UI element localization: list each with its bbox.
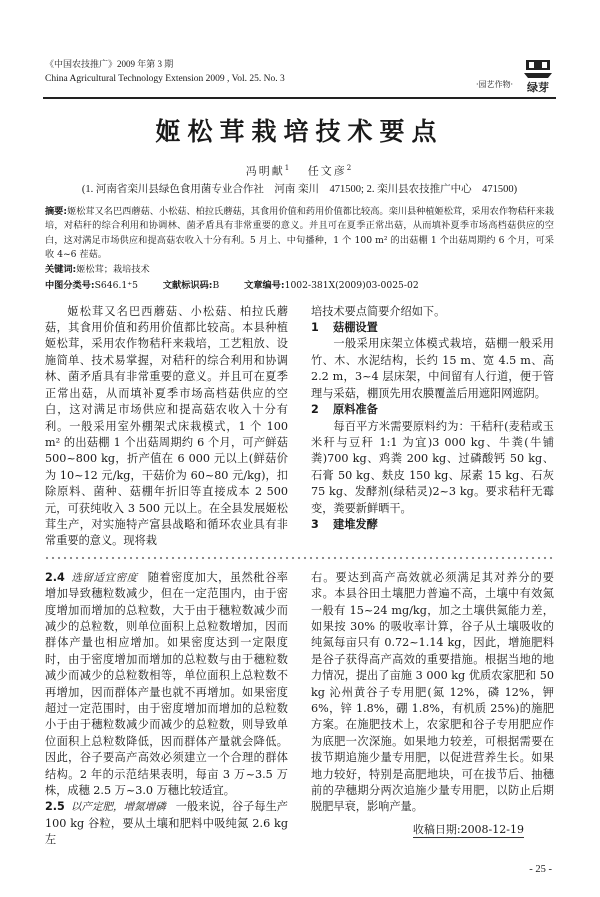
author-name: 冯明献: [245, 164, 285, 178]
authors: [45, 160, 554, 180]
intro-continuation: 培技术要点简要介绍如下。: [311, 304, 446, 318]
page-number: - 25 -: [529, 863, 552, 875]
lower-column-left: [45, 570, 288, 849]
received-date-line: [311, 822, 554, 838]
received-date: 收稿日期:2008-12-19: [412, 822, 524, 836]
clc-value: S646.1⁺5: [94, 280, 138, 292]
abstract-label: 摘要:: [45, 205, 68, 217]
section-1-text: 一般采用床架立体模式栽培，菇棚一般采用竹、木、水泥结构，长约 15 m、宽 4.5 m、高 2.2 m，3~4 层床架，中间留有人行道，便于管理与采菇，棚顶先用农膜覆盖后用遮阳网遮阴。: [311, 337, 554, 400]
author-name: 任文彦: [307, 164, 347, 178]
clc-label: 中图分类号:: [45, 280, 95, 292]
section-heading-1: 1 菇棚设置: [311, 321, 378, 335]
subsection-2-5: 2.5 以产定肥，增氮增磷 一般来说，谷子每生产 100 kg 谷粒，要从土壤和肥料中吸纯氮 2.6 kg 左: [45, 800, 288, 847]
article-title: 姬松茸栽培技术要点: [155, 117, 444, 146]
section-2-text: 每百平方米需要原料约为：干秸秆(麦秸或玉米秆与豆秆 1:1 为宜)3 000 kg、牛粪(牛铺粪)700 kg、鸡粪 200 kg、过磷酸钙 50 kg、石膏 50 kg、麸皮 150 kg、尿素 15 kg、石灰 75 kg、发酵剂(绿秸灵)2~3 kg。要求秸秆无霉变，粪要新鲜晒干。: [311, 419, 554, 515]
article-no-value: 1002-381X(2009)03-0025-02: [284, 280, 419, 292]
section-label: ·园艺作物·: [476, 80, 514, 89]
lower-columns: [45, 570, 554, 849]
subsection-2-4: 2.4 选留适宜密度 随着密度加大，虽然秕谷率增加导致穗粒数减少，但在一定范围内，由于密度增加而增加的总粒数，大于由于穗粒数减少而减少的总粒数，则单位面积上总粒数增加，因而群体产量也相应增加。如果密度达到一定限度时，由于密度增加而增加的总粒数与由于穗粒数减少而减少的总粒数相等，单位面积上总粒数不再增加，因而群体产量也就不再增加。如果密度超过一定范围时，由于密度增加而增加的总粒数小于由于穗粒数减少而减少的总粒数，则导致单位面积上总粒数降低，因而群体产量就会降低。因此，谷子要高产高效必须建立一个合理的群体结构。2 年的示范结果表明，每亩 3 万~3.5 万株，成穗 2.5 万~3.0 万穗比较适宜。: [45, 570, 288, 798]
body-column-right: [311, 304, 554, 550]
section-heading-2: 2 原料准备: [311, 403, 378, 417]
body-column-left: [45, 304, 288, 550]
intro-paragraph: 姬松茸又名巴西蘑菇、小松菇、柏拉氏蘑菇，其食用价值和药用价值都比较高。本县种植姬松茸，采用农作物秸秆来栽培，工艺粗放、设施简单、技术易掌握，对秸秆的综合利用和协调林、菌矛盾具有非常重要的意义。并且可在夏季正常出菇，从而填补夏季市场高档菇供应的空白，这对满足市场供应和提高菇农收入十分有利。一般采用室外棚架式床栽模式，1 个 100 m² 的出菇棚 1 个出菇周期约 6 个月，可产鲜菇 500~800 kg，折产值在 6 000 元以上(鲜菇价为 10~12 元/kg，干菇价为 60~80 元/kg)，扣除原料、菌种、菇棚年折旧等直接成本 2 500 元，可获纯收入 3 500 元以上。在全县发展姬松茸生产，对实施特产富县战略和循环农业具有非常重要的意义。现将栽: [45, 304, 288, 548]
article-no-label: 文章编号:: [244, 280, 285, 292]
section-heading-3: 3 建堆发酵: [311, 517, 378, 531]
journal-header: [45, 57, 285, 87]
journal-logo: [476, 57, 552, 95]
journal-header-bar: [43, 55, 556, 99]
author-affil-mark: 1: [284, 164, 292, 172]
lower-column-right: [311, 570, 554, 849]
doc-code-label: 文献标识码:: [162, 280, 213, 292]
abstract: [45, 205, 554, 278]
body-columns: [45, 304, 554, 550]
subsection-2-5-continuation: 右。要达到高产高效就必须满足其对养分的要求。本县谷田土壤肥力普遍不高，土壤中有效氮一般有 15~24 mg/kg，加之土壤供氮能力差，如果按 30% 的吸收率计算，谷子从土壤吸收的纯氮每亩只有 0.72~1.14 kg，因此，增施肥料是谷子获得高产高效的重要措施。根据当地的地力情况，提出了亩施 3 000 kg 优质农家肥和 50 kg 沁州黄谷子专用肥(氮 12%，磷 12%，钾 6%，锌 1.8%，硼 1.8%，有机质 25%)的施肥方案。在施肥技术上，农家肥和谷子专用肥应作为底肥一次深施。如果地力较差，可根据需要在拔节期追施少量专用肥，以促进营养生长。如果地力较好，特别是高肥地块，可在拔节后、抽穗前的孕穗期分两次追施少量专用肥，以防止后期脱肥早衰，影响产量。: [311, 570, 554, 814]
affiliation: (1. 河南省栾川县绿色食用菌专业合作社 河南 栾川 471500; 2. 栾川县农技推广中心 471500): [81, 183, 518, 195]
doc-code-value: B: [212, 280, 220, 292]
article-meta: [45, 279, 554, 294]
keywords: 姬松茸；栽培技术: [76, 263, 150, 275]
keywords-label: 关键词:: [45, 263, 77, 275]
journal-name-cn: 《中国农技推广》2009 年第 3 期: [45, 59, 174, 69]
abstract-text: 姬松茸又名巴西蘑菇、小松菇、柏拉氏蘑菇，其食用价值和药用价值都比较高。栾川县种植姬松茸，采用农作物秸秆来栽培，对秸秆的综合利用和协调林、菌矛盾具有非常重要的意义。并且可在夏季正常出菇，从而填补夏季市场高档菇供应的空白，这对满足市场供应和提高菇农收入十分有利。5 月上、中旬播种，1 个 100 m² 的出菇棚 1 个出菇周期约 6 个月，可采收 4~6 茬菇。: [45, 205, 554, 261]
journal-name-en: China Agricultural Technology Extension 2009 , Vol. 25. No. 3: [45, 74, 285, 84]
svg-text:绿芽: 绿芽: [527, 81, 549, 94]
author-affil-mark: 2: [346, 164, 354, 172]
article-separator: [44, 556, 555, 560]
logo-mark-icon: [524, 57, 552, 95]
